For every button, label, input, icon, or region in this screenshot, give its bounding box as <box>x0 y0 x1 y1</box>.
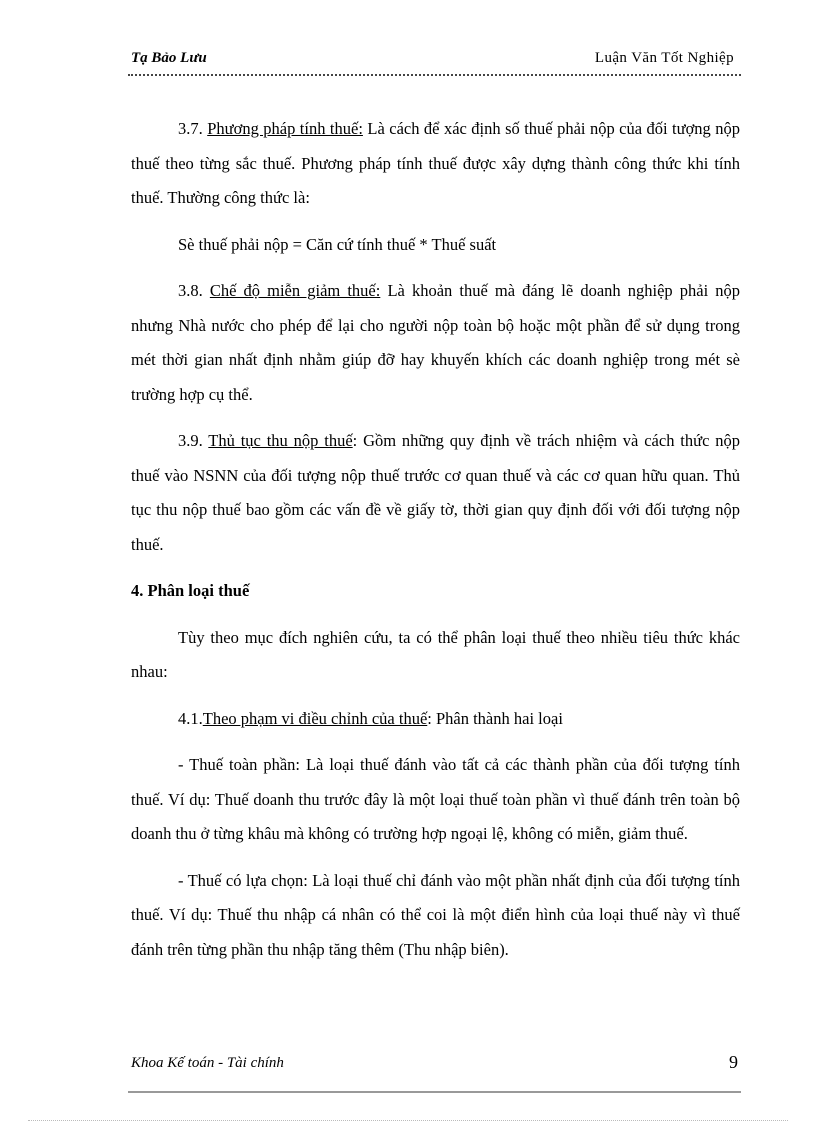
section-term: Theo phạm vi điều chỉnh của thuế <box>202 708 428 728</box>
header-divider <box>128 74 741 76</box>
section-number: 3.9. <box>178 431 203 450</box>
section-number: 3.7. <box>178 119 203 138</box>
paragraph-3-7 <box>131 112 740 216</box>
formula-line: Sè thuế phải nộp = Căn cứ tính thuế * Thuế suất <box>178 234 497 254</box>
page-number: 9 <box>729 1052 738 1072</box>
page-bottom-divider <box>28 1120 788 1121</box>
section-heading-4: 4. Phân loại thuế <box>131 581 250 600</box>
paragraph-3-8 <box>131 274 740 412</box>
section-term: Thủ tục thu nộp thuế <box>208 431 353 450</box>
section-text: : Gồm những quy định về trách nhiệm và cách thức nộp thuế vào NSNN của đối tượng nộp thuế trước cơ quan thuế và các cơ quan hữu quan. Thủ tục thu nộp thuế bao gồm các vấn đề về giấy tờ, thời gian quy định đối với đối tượng nộp thuế. <box>131 431 740 554</box>
section-text: Là khoản thuế mà đáng lẽ doanh nghiệp phải nộp nhưng Nhà nước cho phép để lại cho người nộp toàn bộ hoặc một phần để sử dụng trong mét thời gian nhất định nhằm giúp đỡ hay khuyến khích các doanh nghiệp trong mét sè trường hợp cụ thể. <box>131 281 741 404</box>
header-author: Tạ Bảo Lưu <box>131 50 207 66</box>
paragraph-4-1 <box>131 702 740 737</box>
footer-divider <box>128 1091 741 1093</box>
header-doc-type: Luận Văn Tốt Nghiệp <box>594 50 734 66</box>
bullet-selective-tax: - Thuế có lựa chọn: Là loại thuế chỉ đánh vào một phần nhất định của đối tượng tính thuế. Ví dụ: Thuế thu nhập cá nhân có thể coi là một điển hình của loại thuế này vì thuế đánh trên từng phần thu nhập tăng thêm (Thu nhập biên). <box>131 870 740 959</box>
section-term: Chế độ miễn giảm thuế: <box>209 281 381 300</box>
section-number: 4.1. <box>178 708 203 728</box>
section-text: : Phân thành hai loại <box>427 708 563 728</box>
section-number: 3.8. <box>178 281 203 300</box>
section-text: Là cách để xác định số thuế phải nộp của đối tượng nộp thuế theo từng sắc thuế. Phương pháp tính thuế được xây dựng thành công thức khi tính thuế. Thường công thức là: <box>131 119 741 207</box>
paragraph-4-intro: Tùy theo mục đích nghiên cứu, ta có thể phân loại thuế theo nhiều tiêu thức khác nhau: <box>131 627 740 681</box>
section-term: Phương pháp tính thuế: <box>207 119 363 138</box>
footer-faculty: Khoa Kế toán - Tài chính <box>131 1055 284 1071</box>
document-body <box>131 112 740 967</box>
bullet-full-tax: - Thuế toàn phần: Là loại thuế đánh vào tất cả các thành phần của đối tượng tính thuế. Ví dụ: Thuế doanh thu trước đây là một loại thuế toàn phần vì thuế đánh trên toàn bộ doanh thu ở từng khâu mà không có trường hợp ngoại lệ, không có miễn, giảm thuế. <box>131 755 740 843</box>
paragraph-3-9 <box>131 424 740 562</box>
